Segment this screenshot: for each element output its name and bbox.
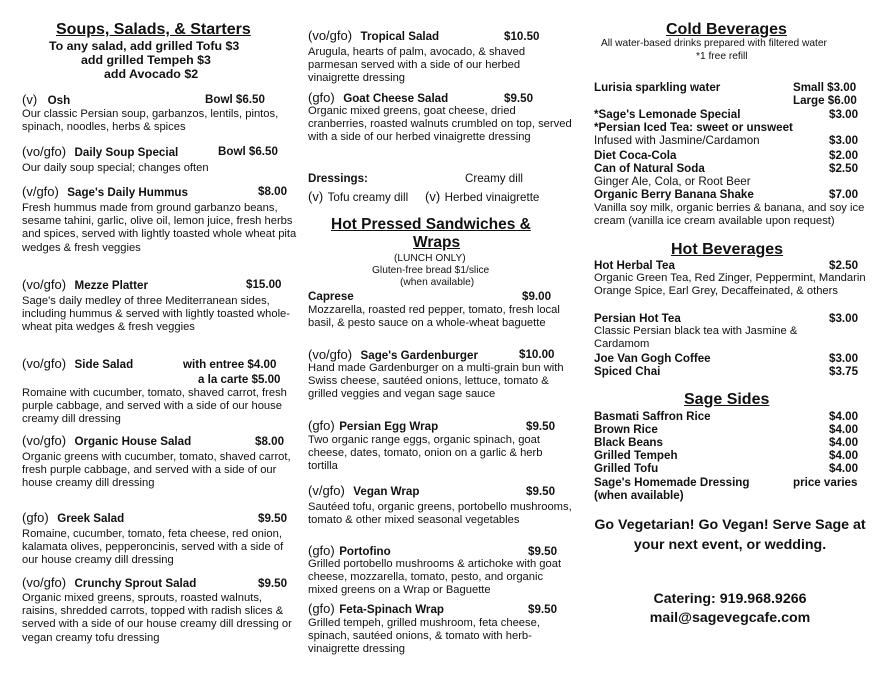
- herbal-tea: Hot Herbal Tea: [594, 259, 675, 272]
- slogan: Go Vegetarian! Go Vegan! Serve Sage at your next event, or wedding.: [594, 517, 866, 553]
- side-tofu-price: $4.00: [829, 462, 859, 475]
- side-basmati: Basmati Saffron Rice: [594, 410, 711, 423]
- gardenburger-desc: Hand made Gardenburger on a multi-grain bun with Swiss cheese, sautéed onions, lettuce, tomato & grilled veggies and vegan sage sauce: [308, 362, 564, 401]
- iced-tea-price: $3.00: [829, 134, 859, 147]
- daily-soup-desc: Our daily soup special; changes often: [22, 162, 209, 174]
- catering-phone: Catering: 919.968.9266: [653, 591, 807, 607]
- tropical-desc: Arugula, hearts of palm, avocado, & shaved parmesan served with a side of our herbed vinaigrette dressing: [308, 46, 526, 85]
- daily-soup-price: Bowl $6.50: [218, 145, 278, 158]
- natural-soda-price: $2.50: [829, 162, 859, 175]
- side-black-beans-price: $4.00: [829, 436, 859, 449]
- house-salad-desc: Organic greens with cucumber, tomato, shaved carrot, fresh purple cabbage, and served with a side of our house creamy dill dressing: [22, 451, 291, 490]
- hot-beverages-header: Hot Beverages: [671, 241, 784, 258]
- vegan-wrap-desc: Sautéed tofu, organic greens, portobello mushrooms, tomato & other mixed seasonal vegetables: [308, 501, 572, 527]
- menu-item-house-salad: (vo/gfo) Organic House Salad: [22, 433, 192, 448]
- feta-wrap-desc: Grilled tempeh, grilled mushroom, feta cheese, spinach, sautéed onions, & tomato with herb-vinaigrette dressing: [308, 617, 540, 656]
- goat-cheese-desc: Organic mixed greens, goat cheese, dried cranberries, roasted walnuts crumbled on top, served with a side of our herbed vinaigrette dressing: [308, 105, 572, 144]
- coffee: Joe Van Gogh Coffee: [594, 352, 711, 365]
- coffee-price: $3.00: [829, 352, 859, 365]
- side-salad-price-carte: a la carte $5.00: [198, 373, 281, 386]
- menu-item-tropical: (vo/gfo) Tropical Salad: [308, 28, 440, 43]
- osh-desc: Our classic Persian soup, garbanzos, lentils, pintos, spinach, noodles, herbs & spices: [22, 108, 279, 134]
- caprese-price: $9.00: [522, 290, 552, 303]
- refill-note: *1 free refill: [696, 51, 748, 62]
- dressing-vinaigrette: (v) Herbed vinaigrette: [425, 189, 540, 204]
- side-tofu: Grilled Tofu: [594, 462, 659, 475]
- sprout-salad-desc: Organic mixed greens, sprouts, roasted walnuts, raisins, shredded carrots, topped with radish slices & served with a side of our house creamy dill dressing or vegan creamy tofu dressing: [22, 592, 292, 644]
- side-brown-rice: Brown Rice: [594, 423, 658, 436]
- feta-wrap-price: $9.50: [528, 603, 558, 616]
- persian-iced-tea: *Persian Iced Tea: sweet or unsweet: [594, 121, 793, 134]
- side-tempeh: Grilled Tempeh: [594, 449, 678, 462]
- menu-item-portofino: (gfo) Portofino: [308, 543, 391, 558]
- lurisia-water: Lurisia sparkling water: [594, 81, 721, 94]
- mezze-desc: Sage's daily medley of three Mediterranean sides, including hummus & served with lightly toasted whole-wheat pita wedges & fresh veggies: [22, 295, 291, 334]
- menu-item-hummus: (v/gfo) Sage's Daily Hummus: [22, 184, 188, 199]
- menu-item-sprout-salad: (vo/gfo) Crunchy Sprout Salad: [22, 575, 197, 590]
- addon-avocado: add Avocado $2: [104, 67, 199, 81]
- dressings-label: Dressings:: [308, 172, 368, 185]
- osh-price: Bowl $6.50: [205, 93, 265, 106]
- side-brown-rice-price: $4.00: [829, 423, 859, 436]
- lurisia-small-price: Small $3.00: [793, 81, 857, 94]
- menu-item-feta-wrap: (gfo) Feta-Spinach Wrap: [308, 601, 444, 616]
- sandwiches-header-1: Hot Pressed Sandwiches &: [331, 216, 531, 233]
- menu-item-gardenburger: (vo/gfo) Sage's Gardenburger: [308, 347, 478, 362]
- side-basmati-price: $4.00: [829, 410, 859, 423]
- house-salad-price: $8.00: [255, 435, 285, 448]
- menu-item-vegan-wrap: (v/gfo) Vegan Wrap: [308, 483, 420, 498]
- menu-item-caprese: Caprese: [308, 290, 354, 303]
- lurisia-large-price: Large $6.00: [793, 94, 857, 107]
- side-tempeh-price: $4.00: [829, 449, 859, 462]
- egg-wrap-price: $9.50: [526, 420, 556, 433]
- goat-cheese-price: $9.50: [504, 92, 534, 105]
- portofino-desc: Grilled portobello mushrooms & artichoke with goat cheese, mozzarella, tomato, pesto, and organic mixed greens on a Wrap or Baguette: [308, 558, 562, 597]
- soda-flavors: Ginger Ale, Cola, or Root Beer: [594, 175, 751, 188]
- hummus-desc: Fresh hummus made from ground garbanzo beans, sesame tahini, garlic, olive oil, lemon juice, fresh herbs and spices, served with lightly toasted whole wheat pita wedges & fresh veggies: [22, 202, 297, 254]
- menu-item-mezze: (vo/gfo) Mezze Platter: [22, 277, 148, 292]
- menu-item-egg-wrap: (gfo) Persian Egg Wrap: [308, 418, 439, 433]
- persian-hot-tea-price: $3.00: [829, 312, 859, 325]
- natural-soda: Can of Natural Soda: [594, 162, 705, 175]
- menu-item-greek-salad: (gfo) Greek Salad: [22, 510, 125, 525]
- diet-coke-price: $2.00: [829, 149, 859, 162]
- portofino-price: $9.50: [528, 545, 558, 558]
- addon-tofu: To any salad, add grilled Tofu $3: [49, 39, 240, 53]
- persian-hot-tea: Persian Hot Tea: [594, 312, 681, 325]
- spiced-chai-price: $3.75: [829, 365, 859, 378]
- sage-sides-header: Sage Sides: [684, 391, 770, 408]
- hummus-price: $8.00: [258, 185, 288, 198]
- dressing-creamy-dill: Creamy dill: [465, 172, 523, 185]
- lemonade: *Sage's Lemonade Special: [594, 108, 741, 121]
- berry-shake-price: $7.00: [829, 188, 859, 201]
- greek-salad-desc: Romaine, cucumber, tomato, feta cheese, red onion, kalamata olives, pepperoncinis, served with a side of our house creamy dill dressing: [22, 528, 284, 567]
- sprout-salad-price: $9.50: [258, 577, 288, 590]
- persian-hot-tea-desc: Classic Persian black tea with Jasmine & Cardamom: [594, 325, 798, 351]
- when-available-note: (when available): [400, 277, 475, 288]
- iced-tea-infusion: Infused with Jasmine/Cardamon: [594, 134, 760, 147]
- side-salad-price-entree: with entree $4.00: [183, 358, 277, 371]
- water-note: All water-based drinks prepared with filtered water: [601, 38, 827, 49]
- catering-email: mail@sagevegcafe.com: [649, 610, 811, 626]
- greek-salad-price: $9.50: [258, 512, 288, 525]
- side-black-beans: Black Beans: [594, 436, 663, 449]
- gardenburger-price: $10.00: [519, 348, 555, 361]
- spiced-chai: Spiced Chai: [594, 365, 661, 378]
- menu-item-daily-soup: (vo/gfo) Daily Soup Special: [22, 144, 179, 159]
- menu-item-side-salad: (vo/gfo) Side Salad: [22, 356, 134, 371]
- side-dressing: Sage's Homemade Dressing: [594, 476, 750, 489]
- side-salad-desc: Romaine with cucumber, tomato, shaved carrot, fresh purple cabbage, and served with a side of our house creamy dill dressing: [22, 387, 287, 426]
- mezze-price: $15.00: [246, 278, 282, 291]
- tropical-price: $10.50: [504, 30, 540, 43]
- gf-bread-note: Gluten-free bread $1/slice: [372, 265, 490, 276]
- diet-coke: Diet Coca-Cola: [594, 149, 677, 162]
- sides-availability-note: (when available): [594, 489, 684, 502]
- shake-desc: Vanilla soy milk, organic berries & banana, and soy ice cream (vanilla ice cream available upon request): [594, 202, 865, 228]
- vegan-wrap-price: $9.50: [526, 485, 556, 498]
- lemonade-price: $3.00: [829, 108, 859, 121]
- cold-beverages-header: Cold Beverages: [666, 21, 787, 38]
- caprese-desc: Mozzarella, roasted red pepper, tomato, fresh local basil, & pesto sauce on a whole-wheat baguette: [308, 304, 560, 330]
- addon-tempeh: add grilled Tempeh $3: [81, 53, 211, 67]
- berry-shake: Organic Berry Banana Shake: [594, 188, 754, 201]
- side-dressing-price: price varies: [793, 476, 858, 489]
- menu-item-goat-cheese: (gfo) Goat Cheese Salad: [308, 90, 449, 105]
- lunch-only: (LUNCH ONLY): [394, 253, 466, 264]
- soups-header: Soups, Salads, & Starters: [56, 21, 251, 38]
- herbal-tea-desc: Organic Green Tea, Red Zinger, Peppermint, Mandarin Orange Spice, Earl Grey, Decaffeinated, & others: [594, 272, 866, 298]
- menu-item-osh: (v) Osh: [22, 92, 71, 107]
- dressing-tofu: (v) Tofu creamy dill: [308, 189, 409, 204]
- sandwiches-header-2: Wraps: [413, 234, 461, 251]
- egg-wrap-desc: Two organic range eggs, organic spinach, goat cheese, dates, tomato, onion on a garlic & herb tortilla: [308, 434, 543, 473]
- herbal-tea-price: $2.50: [829, 259, 859, 272]
